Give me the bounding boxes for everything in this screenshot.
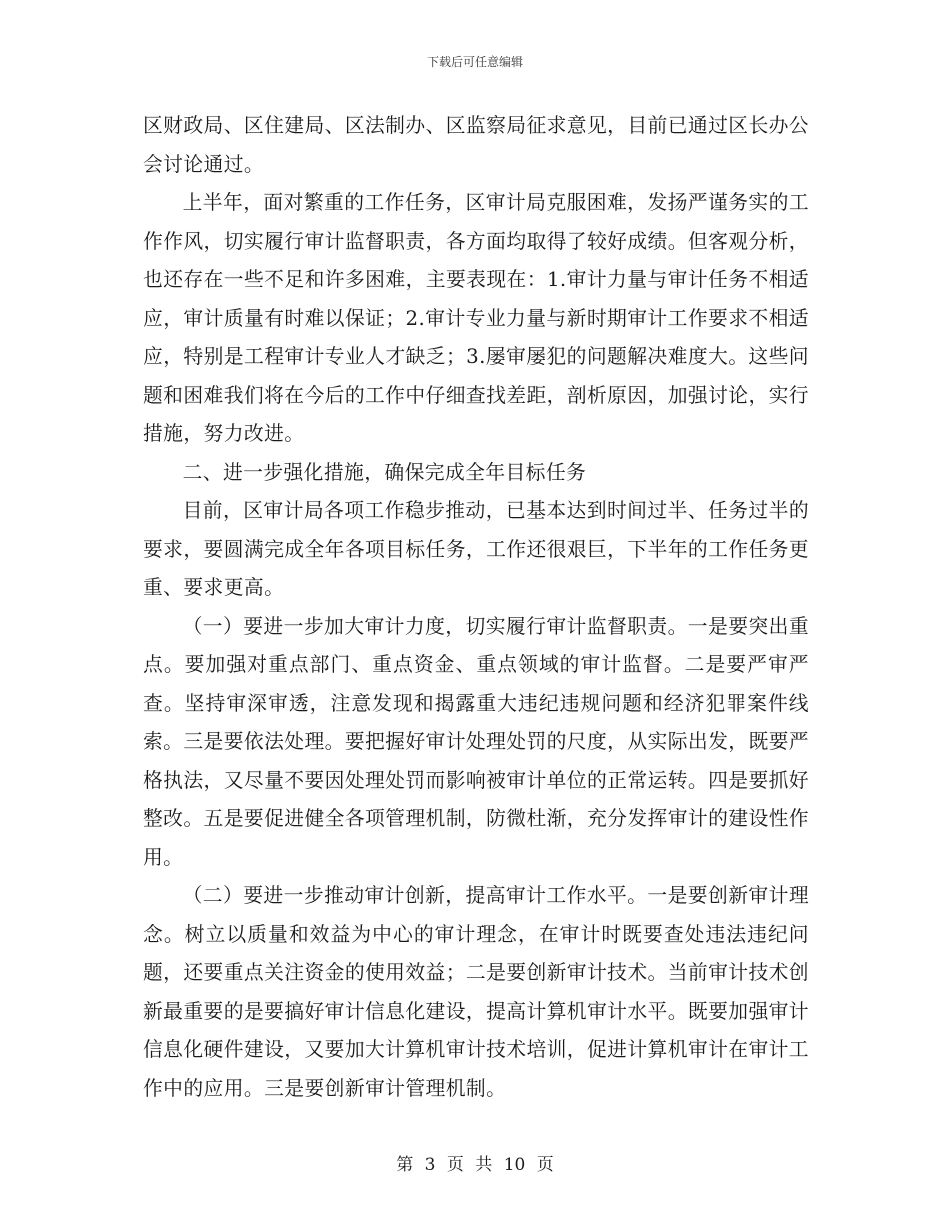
paragraph-4: （一）要进一步加大审计力度，切实履行审计监督职责。一是要突出重点。要加强对重点部门、重点资金、重点领域的审计监督。二是要严审严查。坚持审深审透，注意发现和揭露重大违纪违规问题和经济犯罪案件线索。三是要依法处理。要把握好审计处理处罚的尺度，从实际出发，既要严格执法，又尽量不要因处理处罚而影响被审计单位的正常运转。四是要抓好整改。五是要促进健全各项管理机制，防微杜渐，充分发挥审计的建设性作用。	[143, 614, 809, 869]
page-footer: 第 3 页 共 10 页	[396, 1155, 554, 1175]
document-body	[143, 107, 809, 1108]
paragraph-1: 区财政局、区住建局、区法制办、区监察局征求意见，目前已通过区长办公会讨论通过。	[143, 114, 809, 176]
paragraph-2: 上半年，面对繁重的工作任务，区审计局克服困难，发扬严谨务实的工作作风，切实履行审计监督职责，各方面均取得了较好成绩。但客观分析，也还存在一些不足和许多困难，主要表现在：1.审计力量与审计任务不相适应，审计质量有时难以保证；2.审计专业力量与新时期审计工作要求不相适应，特别是工程审计专业人才缺乏；3.屡审屡犯的问题解决难度大。这些问题和困难我们将在今后的工作中仔细查找差距，剖析原因，加强讨论，实行措施，努力改进。	[143, 191, 809, 445]
paragraph-5: （二）要进一步推动审计创新，提高审计工作水平。一是要创新审计理念。树立以质量和效益为中心的审计理念，在审计时既要查处违法违纪问题，还要重点关注资金的使用效益；二是要创新审计技术。当前审计技术创新最重要的是要搞好审计信息化建设，提高计算机审计水平。既要加强审计信息化硬件建设，又要加大计算机审计技术培训，促进计算机审计在审计工作中的应用。三是要创新审计管理机制。	[143, 884, 809, 1100]
paragraph-3: 目前，区审计局各项工作稳步推动，已基本达到时间过半、任务过半的要求，要圆满完成全年各项目标任务，工作还很艰巨，下半年的工作任务更重、要求更高。	[143, 499, 809, 599]
page-header: 下载后可任意编辑	[426, 55, 523, 69]
section-heading: 二、进一步强化措施，确保完成全年目标任务	[182, 460, 587, 484]
